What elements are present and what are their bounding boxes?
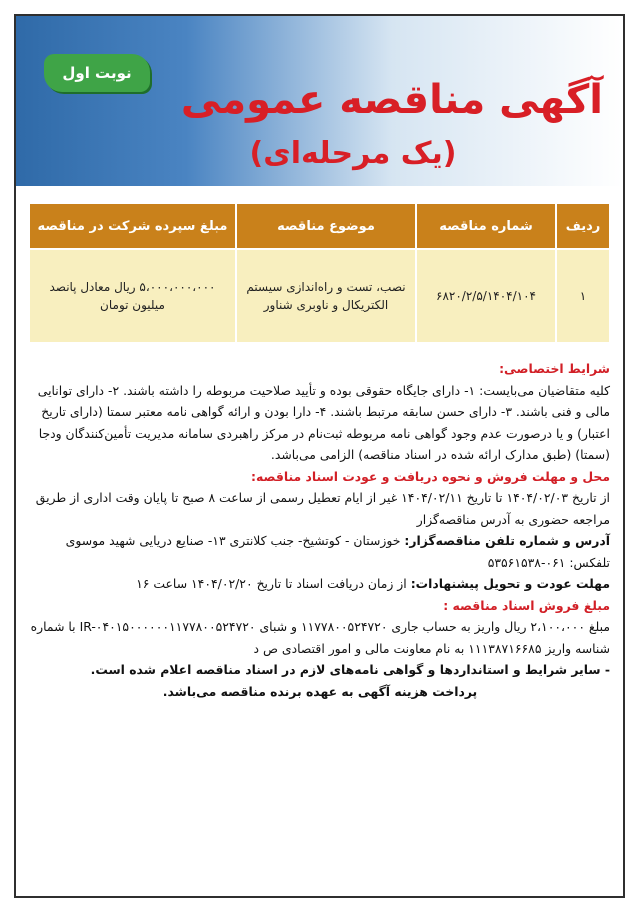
table-row	[29, 249, 610, 343]
sale-title: محل و مهلت فروش و نحوه دریافت و عودت اسناد مناقصه:	[251, 468, 610, 484]
notice-frame	[14, 14, 625, 898]
table-cell-row-number: ۱	[556, 249, 610, 343]
deadline-label: مهلت عودت و تحویل پیشنهادات:	[410, 576, 610, 591]
notice-subtitle: (یک مرحله‌ای)	[249, 136, 457, 171]
conditions-title: شرایط اختصاصی:	[499, 361, 610, 376]
column-header: مبلغ سپرده شرکت در مناقصه	[29, 203, 236, 249]
table-cell-deposit: ۵،۰۰۰،۰۰۰،۰۰۰ ریال معادل پانصد میلیون تومان	[29, 249, 236, 343]
column-header: ردیف	[556, 203, 610, 249]
deadline-text: از زمان دریافت اسناد تا تاریخ ۱۴۰۴/۰۲/۲۰ ساعت ۱۶	[136, 576, 407, 591]
tender-table	[28, 202, 611, 344]
address-label: آدرس و شماره تلفن مناقصه‌گزار:	[404, 533, 610, 548]
address-text: خوزستان - کوتشیخ- جنب کلانتری ۱۳- صنایع دریایی شهید موسوی تلفکس: ۰۶۱-۵۳۵۶۱۵۳۸	[65, 533, 610, 570]
notice-title: آگهی مناقصه عمومی	[180, 77, 603, 123]
price-title: مبلغ فروش اسناد مناقصه :	[443, 597, 610, 613]
column-header: موضوع مناقصه	[236, 203, 416, 249]
table-cell-subject: نصب، تست و راه‌اندازی سیستم الکتریکال و ناوبری شناور	[236, 249, 416, 343]
first-publication-badge: نوبت اول	[44, 54, 150, 92]
sale-text: از تاریخ ۱۴۰۴/۰۲/۰۳ تا تاریخ ۱۴۰۴/۰۲/۱۱ غیر از ایام تعطیل رسمی از ساعت ۸ صبح تا پایان وقت اداری از طریق مراجعه حضوری به آدرس مناقصه‌گزار	[35, 490, 610, 527]
conditions-text: کلیه متقاضیان می‌بایست: ۱- دارای جایگاه حقوقی بوده و تأیید صلاحیت مربوطه را داشته باشند. ۲- دارای توانایی مالی و فنی باشند. ۳- دارای حسن سابقه مرتبط باشند. ۴- دارا بودن و ارائه گواهی نامه معتبر سمتا (دارای تاریخ اعتبار) و یا درصورت عدم وجود گواهی نامه مربوطه ثبت‌نام در مرکز راهبردی سامانه مدیریت تأمین‌کنندگان ودجا (سمتا) (طبق مدارک ارائه شده در اسناد مناقصه) الزامی می‌باشد.	[37, 382, 610, 462]
price-text: مبلغ ۲،۱۰۰،۰۰۰ ریال واریز به حساب جاری ۱۱۷۷۸۰۰۵۲۴۷۲۰ و شبای IR-۰۴۰۱۵۰۰۰۰۰۰۱۱۷۷۸۰۰۵۲۴۷۲۰ با شماره شناسه واریز ۱۱۱۳۸۷۱۶۶۸۵ به نام معاونت مالی و امور اقتصادی ص د	[30, 619, 610, 656]
notice-header	[16, 16, 623, 186]
column-header: شماره مناقصه	[416, 203, 556, 249]
table-header-row	[29, 203, 610, 249]
ad-cost-text: پرداخت هزینه آگهی به عهده برنده مناقصه می‌باشد.	[162, 683, 478, 699]
other-conditions-text: - سایر شرایط و استانداردها و گواهی نامه‌های لازم در اسناد مناقصه اعلام شده است.	[90, 662, 610, 677]
notice-body	[30, 358, 610, 702]
table-cell-tender-number: ۶۸۲۰/۲/۵/۱۴۰۴/۱۰۴	[416, 249, 556, 343]
